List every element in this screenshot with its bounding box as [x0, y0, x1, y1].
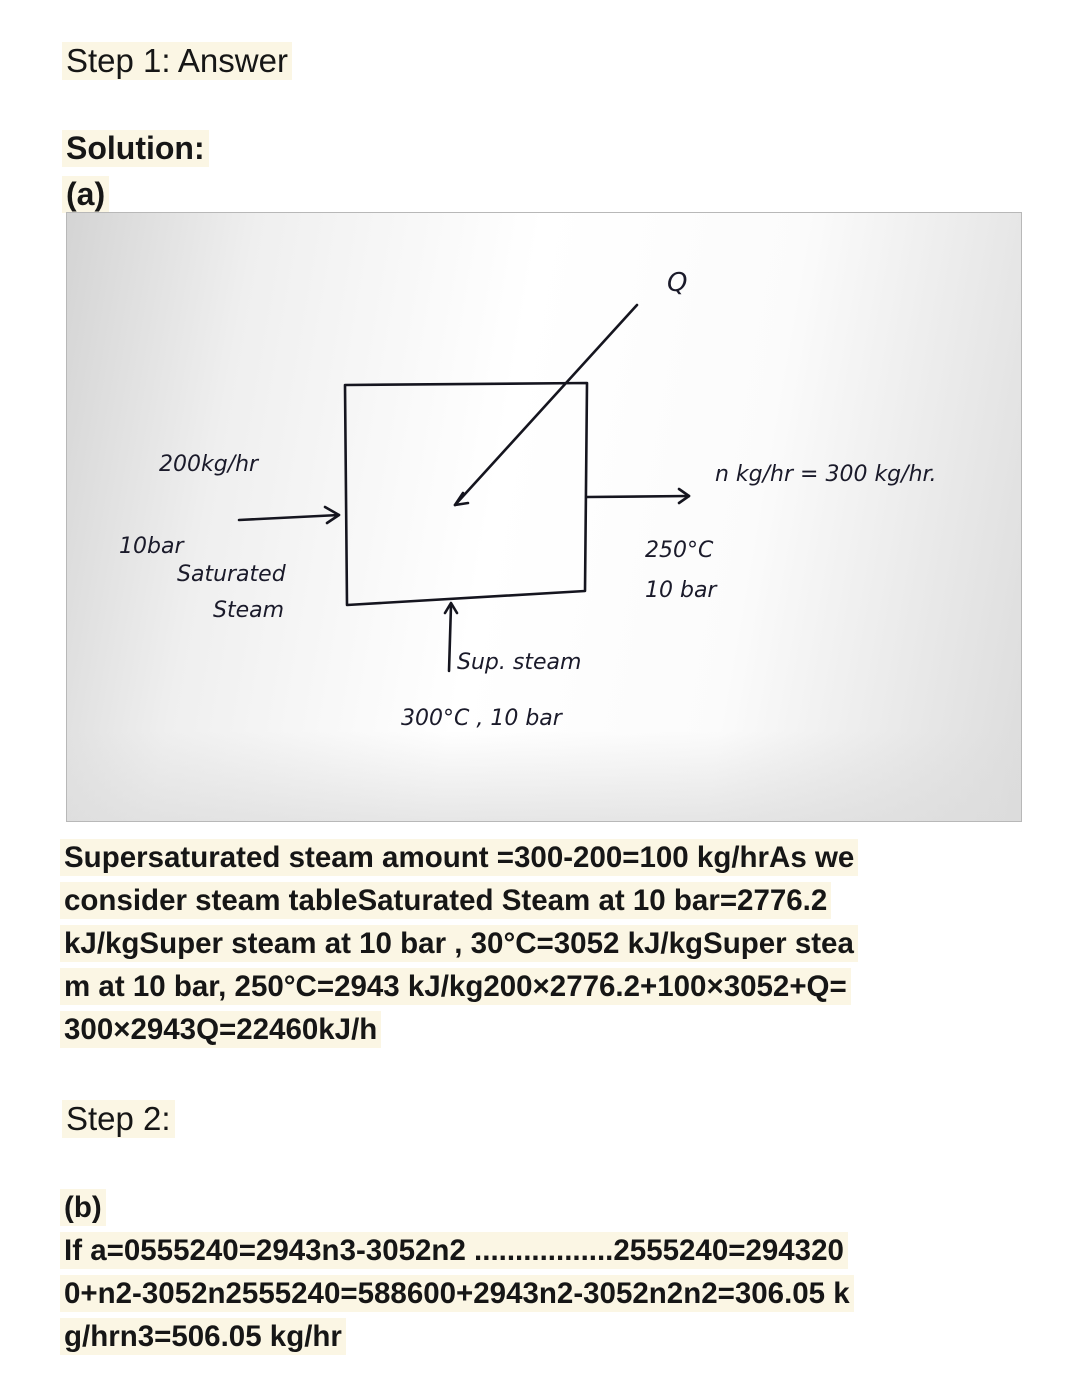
solution-label: Solution:: [62, 130, 209, 167]
part-b-label: (b): [60, 1186, 1020, 1229]
inlet-state-label: Saturated: [177, 562, 286, 587]
part-a-label: (a): [62, 176, 109, 213]
sup-conditions-label: 300°C , 10 bar: [401, 706, 562, 731]
solution-line: kJ/kgSuper steam at 10 bar , 30°C=3052 kJ/kgSuper stea: [60, 922, 1020, 965]
part-b-line: If a=0555240=2943n3-3052n2 .................2555240=294320: [60, 1229, 1020, 1272]
outlet-temp-label: 250°C: [645, 538, 714, 563]
solution-line: Supersaturated steam amount =300-200=100 kg/hrAs we: [60, 836, 1020, 879]
step1-title: Step 1: Answer: [62, 42, 292, 80]
heat-arrow: [455, 305, 637, 505]
part-b-line: g/hrn3=506.05 kg/hr: [60, 1315, 1020, 1358]
sup-steam-label: Sup. steam: [457, 650, 582, 675]
process-diagram: [67, 213, 1021, 821]
q-label: Q: [667, 268, 688, 298]
outlet-arrow: [587, 496, 689, 497]
sup-steam-arrow: [449, 605, 451, 671]
step2-title: Step 2:: [62, 1100, 175, 1138]
inlet-state-label-2: Steam: [213, 598, 285, 623]
inlet-arrow: [239, 515, 339, 520]
part-b-line: 0+n2-3052n2555240=588600+2943n2-3052n2n2=306.05 k: [60, 1272, 1020, 1315]
diagram-photo: [66, 212, 1022, 822]
solution-line: m at 10 bar, 250°C=2943 kJ/kg200×2776.2+100×3052+Q=: [60, 965, 1020, 1008]
outlet-flow-label: n kg/hr = 300 kg/hr.: [715, 462, 937, 487]
inlet-flow-label: 200kg/hr: [159, 452, 259, 477]
solution-line: 300×2943Q=22460kJ/h: [60, 1008, 1020, 1051]
outlet-pressure-label: 10 bar: [645, 578, 717, 603]
solution-text: [60, 836, 1020, 1051]
part-b-text: [60, 1186, 1020, 1358]
solution-line: consider steam tableSaturated Steam at 10 bar=2776.2: [60, 879, 1020, 922]
inlet-pressure-label: 10bar: [119, 534, 184, 559]
